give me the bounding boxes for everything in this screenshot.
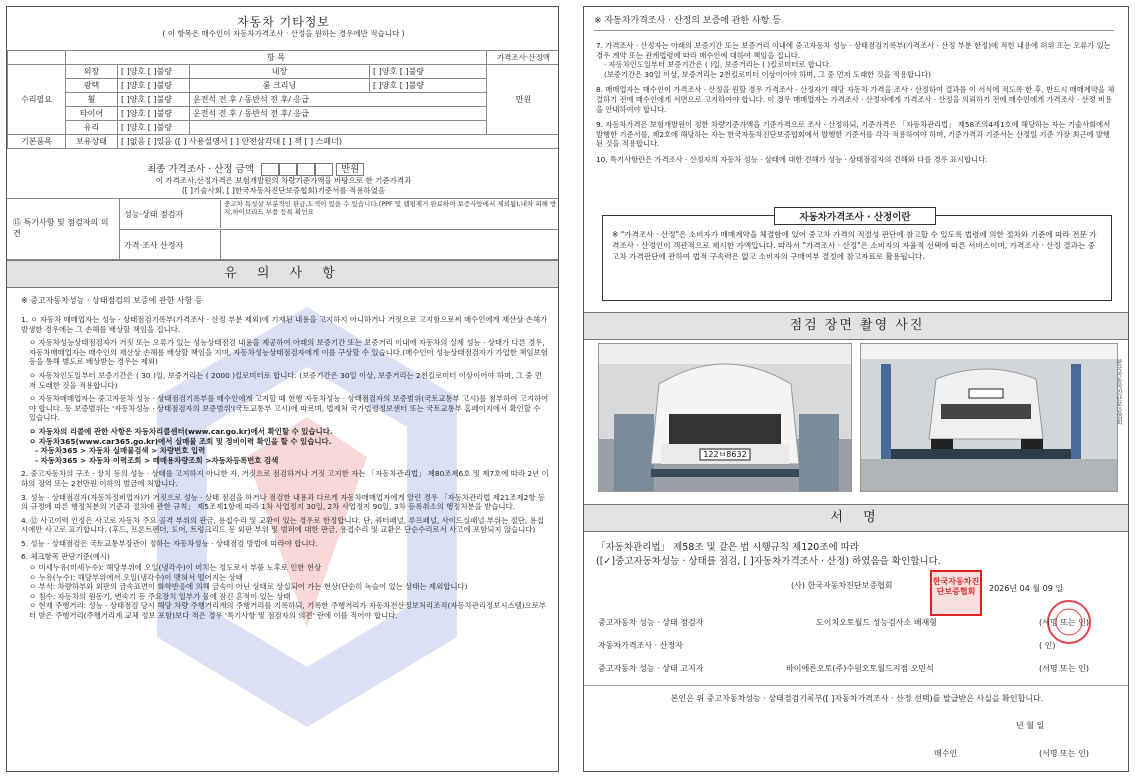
price-note: 9. 자동차가격은 보험개발원이 정한 차량기준가액을 기준가격으로 조사 · 산정하되, 기준가격은 「자동차관리법」 제58조의4제1호에 해당하는 자는 기술사회에서 발행한 기준서를, 제2호에 해당하는 자는 한국자동차진단보증협회에서 발행한 기준서를 각각 적용하여야 하며, 기준가격과 기준서는 산정일 기준 가장 최근에 발행된 것을 적용합니다. xyxy=(596,120,1111,149)
basic-opts[interactable]: [ ]없음 [ ]있음 ([ ] 사용설명서 [ ] 안전삼각대 [ ] 잭 [ ] 스패너) xyxy=(118,135,560,149)
left-subtitle: ( 이 항목은 매수인이 자동차가격조사 · 산정을 원하는 경우에만 적습니다 ) xyxy=(162,29,405,38)
buyer-sign[interactable]: (서명 또는 인) xyxy=(1039,749,1089,758)
sign-line-2: ([✓]중고자동차성능 · 상태를 점검, [ ]자동차가격조사 · 산정) 하였음을 확인합니다. xyxy=(596,556,941,567)
sign-statement xyxy=(596,541,1116,569)
note-item: 3. 성능 · 상태점검자(자동차정비업자)가 거짓으로 성능 · 상태 점검을 하거나 점검한 내용과 다르게 자동차매매업자에게 알린 경우 「자동차관리법 제21조제2항 등의 규정에 따른 행정처분의 기준과 절차에 관한 규칙」 제5조제1항에 따라 1차 사업정지 30일, 2차 사업정지 90일, 3차 등록취소의 행정처분을 받습니다. xyxy=(21,492,545,512)
repair-table xyxy=(7,50,559,149)
opinion-row-text[interactable] xyxy=(220,229,559,259)
right-heading: ※ 자동차가격조사 · 산정의 보증에 관한 사항 등 xyxy=(594,15,1114,31)
notice-title: 유 의 사 항 xyxy=(7,260,559,288)
note-item: 5. 성능 · 상태점검은 국토교통부장관이 정하는 자동차성능 · 상태점검 방법에 따라야 합니다. xyxy=(21,538,318,548)
appraisal-box-title: 자동차가격조사 · 산정이란 xyxy=(774,207,936,225)
note-item: ㅇ 자동차성능상태점검자가 거짓 또는 오류가 있는 성능상태점검 내용을 제공하여 아래의 보증기간 또는 보증거리 이내에 자동차의 실제 성능 · 상태가 다른 경우, 자동차매매업자는 매수인의 재산상 손해를 배상할 책임을 지며, 자동차성능상태점검자에게 이를 구상할 수 있습니다.(매수인이 성능상태점검자가 가입한 책임보험 등을 통해 별도로 배상받는 경우는 제외) xyxy=(29,338,548,367)
final-price-label: 최종 가격조사 · 산정 금액 xyxy=(147,164,254,175)
note-item: ㅇ 현재 주행거리: 성능 · 상태점검 당시 해당 차량 주행거리계의 주행거리를 기록하되, 기록한 주행거리가 자동차전산정보처리조직(자동차관리정보시스템)으로부터 받은 주행거리(주행거리계 교체 정보 포함)보다 적은 경우 '특기사항 및 점검자의 의견' 란에 이를 적어야 합니다. xyxy=(29,601,547,621)
note-item: ㅇ 부식: 차량하부와 외판의 금속표면이 화학반응에 의해 금속이 아닌 상태로 상실되어 가는 현상(단순히 녹슬어 있는 상태는 제외합니다) xyxy=(29,582,468,592)
note-item: ㅇ 미세누유(미세누수): 해당부위에 오일(냉각수)이 비치는 정도로서 부품 노후로 인한 현상 xyxy=(29,563,322,573)
repair-label: 수리필요 xyxy=(8,65,66,135)
sign-line-1: 「자동차관리법」 제58조 및 같은 법 시행규칙 제120조에 따라 xyxy=(596,542,860,553)
row-extra[interactable]: 운전석 전 후 / 동반석 전 후/ 응급 xyxy=(190,107,487,121)
final-note-2: ([ ]기술사회, [ ]한국자동차진단보증협회)기준서를 적용하였음 xyxy=(181,186,386,195)
notifier-sign: (서명 또는 인) xyxy=(1039,664,1089,673)
row-name: 유리 xyxy=(66,121,118,135)
basic-label: 기본품목 xyxy=(8,135,66,149)
note-item: ㅇ 침수: 자동차의 원동기, 변속기 등 주요장치 일부가 물에 잠긴 흔적이 있는 상태 xyxy=(29,591,291,601)
row-extra[interactable]: 운전석 전 후 / 동반석 전 후/ 응급 xyxy=(190,93,487,107)
price-note: 7. 가격조사 · 산정자는 아래의 보증기간 또는 보증거리 이내에 중고자동차 성능 · 상태점검기록부(가격조사 · 산정 부분 한정)에 적힌 내용에 허위 또는 오류가 있는 경우 계약 또는 관계법령에 따라 매수인에 대하여 책임을 집니다. xyxy=(596,41,1111,60)
note-item: 4. ⑫ 사고이력 인정은 사고로 자동차 주요 골격 부위의 판금, 용접수리 및 교환이 있는 경우로 한정합니다. 단, 쿼터패널, 루프패널, 사이드실패널 부위는 절단, 용접 시에만 사고로 표기합니다. (후드, 프론트펜더, 도어, 트렁크리드 등 외판 부위 및 범퍼에 대한 판금, 용접수리 및 교환은 단순수리로서 사고에 포함되지 않습니다) xyxy=(21,515,544,535)
price-notes xyxy=(596,41,1116,165)
buyer-label: 매수인 xyxy=(934,749,958,758)
notice-heading: ※ 중고자동차성능 · 상태점검의 보증에 관한 사항 등 xyxy=(21,296,203,305)
price-box[interactable] xyxy=(297,163,315,176)
side-vertical-text: 한국자동차진단보증협회 xyxy=(1115,359,1122,425)
row-opts[interactable]: [ ]양호 [ ]불량 xyxy=(118,79,190,93)
notifier-value[interactable]: 바이에른오토(주)수원오토월드지점 오민석 xyxy=(786,664,934,673)
price-box[interactable] xyxy=(261,163,279,176)
note-item: 6. 체크항목 판단기준(예시) xyxy=(21,552,110,562)
receipt-date[interactable]: 년 월 일 xyxy=(1016,721,1045,730)
receipt-text: 본인은 위 중고자동차성능 · 상태점검기록부([ ]자동차가격조사 · 산정 선택)를 발급받은 사실을 확인합니다. xyxy=(670,694,1044,703)
appraiser-label: 자동차가격조사 · 산정자 xyxy=(598,641,683,650)
row-name2: 룸 크리닝 xyxy=(190,79,370,93)
final-price-unit: 만원 xyxy=(336,163,364,176)
row-opts2[interactable]: [ ]양호 [ ]불량 xyxy=(370,79,487,93)
row-name: 외장 xyxy=(66,65,118,79)
price-note: 10. 특기사항란은 가격조사 · 산정자의 자동차 성능 · 상태에 대한 견해가 성능 · 상태점검자의 견해와 다를 경우 표시합니다. xyxy=(596,154,988,164)
note-item: ㅇ 누유(누수): 해당부위에서 오일(냉각수)이 맺혀서 떨어지는 상태 xyxy=(29,572,243,582)
stamp-text: 한국자동차진단보증협회 xyxy=(932,577,980,596)
basic-name: 보유상태 xyxy=(66,135,118,149)
org-name: (사) 한국자동차진단보증협회 xyxy=(791,581,893,590)
note-item: ㅇ 자동차인도일부터 보증기간은 ( 30 )일, 보증거리는 ( 2000 )킬로미터로 합니다. (보증기간은 30일 이상, 보증거리는 2천킬로미터 이상이어야 하며, 그 중 먼저 도래한 것을 적용합니다) xyxy=(29,370,542,390)
opinion-label: ⑮ 특기사항 및 점검자의 의견 xyxy=(13,218,109,238)
red-seal-stamp xyxy=(930,570,982,616)
inspection-photo-front xyxy=(598,343,852,492)
price-box[interactable] xyxy=(315,163,333,176)
row-name: 광택 xyxy=(66,79,118,93)
table-header-price: 가격조사·산정액 xyxy=(487,51,560,65)
price-note: · 자동차인도일부터 보증기간은 ( )일, 보증거리는 ( )킬로미터로 합니다. xyxy=(604,60,832,70)
plate-front: 122ㅂ8632 xyxy=(703,450,747,459)
inspection-photo-rear xyxy=(860,343,1118,492)
photo-title: 점검 장면 촬영 사진 xyxy=(584,312,1129,340)
inspector-sign: (서명 또는 인) xyxy=(1039,618,1089,627)
price-note: 8. 매매업자는 매수인이 가격조사 · 산정을 원할 경우 가격조사 · 산정자가 해당 자동차 가격을 조사 · 산정하여 결과를 이 서식에 적도록 한 후, 반드시 매매계약을 체결하기 전에 매수인에게 서면으로 고지하여야 합니다. 이 경우 매매업자는 가격조사 · 산정자에게 가격조사 · 산정을 의뢰하기 전에 매수인에게 가격조사 · 산정 비용을 안내하여야 합니다. xyxy=(596,85,1115,114)
note-item: - 자동차365 > 자동차 이력조회 > 매매용차량조회 >자동차등록번호 검색 xyxy=(35,455,279,465)
sign-title: 서 명 xyxy=(584,504,1129,532)
divider xyxy=(584,685,1129,686)
row-name: 타이어 xyxy=(66,107,118,121)
row-name: 휠 xyxy=(66,93,118,107)
final-price-row xyxy=(147,161,447,175)
row-opts[interactable]: [ ]양호 [ ]불량 xyxy=(118,121,190,135)
inspector-label: 중고자동차 성능 · 상태 점검자 xyxy=(598,618,704,627)
price-note: (보증기간은 30일 이상, 보증거리는 2천킬로미터 이상이어야 하며, 그 중 먼저 도래한 것을 적용합니다) xyxy=(604,69,931,79)
price-box[interactable] xyxy=(279,163,297,176)
row-opts[interactable]: [ ]양호 [ ]불량 xyxy=(118,107,190,121)
note-item: ㅇ 자동차매매업자는 중고자동차 성능 · 상태점검기록부를 매수인에게 고지할 때 현행 자동차성능 · 상태점검자의 보증범위(국토교통부 고시)를 첨부하여 고지하여야 합니다. 동 보증범위는 '자동차성능 · 상태점검자의 보증범위'(국토교통부 고시)에 따르며, 법제처 국가법령정보센터 또는 국토교통부 홈페이지에서 확인할 수 있습니다. xyxy=(29,394,549,423)
left-title: 자동차 기타정보 xyxy=(237,15,330,29)
opinion-row-text[interactable]: 중고차 특성상 부분적인 판금,도색이 있을 수 있습니다.(PPF 및 랩핑제거 완료하여 보증사항에서 제외됨),내차 피해 방지,하이브리드 부품 등록 확인요 xyxy=(220,200,559,228)
left-page xyxy=(6,6,559,772)
table-header-item: 항 목 xyxy=(66,51,487,65)
right-page xyxy=(583,6,1129,772)
opinion-row-label: 가격·조사 산정자 xyxy=(124,241,184,250)
row-opts[interactable]: [ ]양호 [ ]불량 xyxy=(118,93,190,107)
sign-date[interactable]: 2026년 04 월 09 일 xyxy=(989,584,1064,593)
price-unit: 만원 xyxy=(487,65,560,135)
row-opts2[interactable]: [ ]양호 [ ]불량 xyxy=(370,65,487,79)
appraisal-box-text: ※ "가격조사 · 산정"은 소비자가 매매계약을 체결함에 있어 중고차 가격의 적절성 판단에 참고할 수 있도록 법령에 의한 절차와 기준에 따라 전문 가격조사 · 산정인이 객관적으로 제시한 가액입니다. 따라서 "가격조사 · 산정"은 소비자의 자율적 선택에 따른 서비스이며, 가격조사 · 산정 결과는 중고차 가격판단에 관하여 법적 구속력은 없고 소비자의 구매여부 결정에 참고자료로 활용됩니다. xyxy=(612,230,1097,261)
final-note-1: 이 가격조사.산정가격은 보험개발원의 차량기준가액을 바탕으로 한 기준가격과 xyxy=(155,176,412,185)
note-item: 2. 중고자동차의 구조 · 장치 등의 성능 · 상태를 고지하지 아니한 자, 거짓으로 점검하거나 거짓 고지한 자는 「자동차관리법」 제80조제6호 및 제7호에 따라 2년 이하의 징역 또는 2천만원 이하의 벌금에 처합니다. xyxy=(21,469,549,488)
opinion-row-label: 성능·상태 점검자 xyxy=(124,210,184,219)
row-name2: 내장 xyxy=(190,65,370,79)
note-item: 1. ㅇ 자동차 매매업자는 성능 · 상태점검기록부(가격조사 · 산정 부분 제외)에 기재된 내용을 고지하지 아니하거나 거짓으로 고지함으로써 매수인에게 재산상 손해가 발생한 경우에는 그 손해를 배상할 책임을 집니다. xyxy=(21,315,548,334)
opinion-block xyxy=(7,198,559,260)
appraiser-sign: ( 인) xyxy=(1039,641,1056,650)
note-item: ㅇ 자동차365(www.car365.go.kr)에서 실매물 조회 및 정비이력 확인을 할 수 있습니다. xyxy=(29,436,332,446)
inspector-value[interactable]: 도이치오토월드 성능검사소 배재형 xyxy=(816,618,938,627)
notes-list xyxy=(21,315,549,621)
note-item: - 자동차365 > 자동차 실매물검색 > 차량번호 입력 xyxy=(35,446,206,456)
note-item: ㅇ 자동차의 리콜에 관한 사항은 자동차리콜센터(www.car.go.kr)에서 확인할 수 있습니다. xyxy=(29,426,333,436)
row-opts[interactable]: [ ]양호 [ ]불량 xyxy=(118,65,190,79)
notifier-label: 중고자동차 성능 · 상태 고지자 xyxy=(598,664,704,673)
